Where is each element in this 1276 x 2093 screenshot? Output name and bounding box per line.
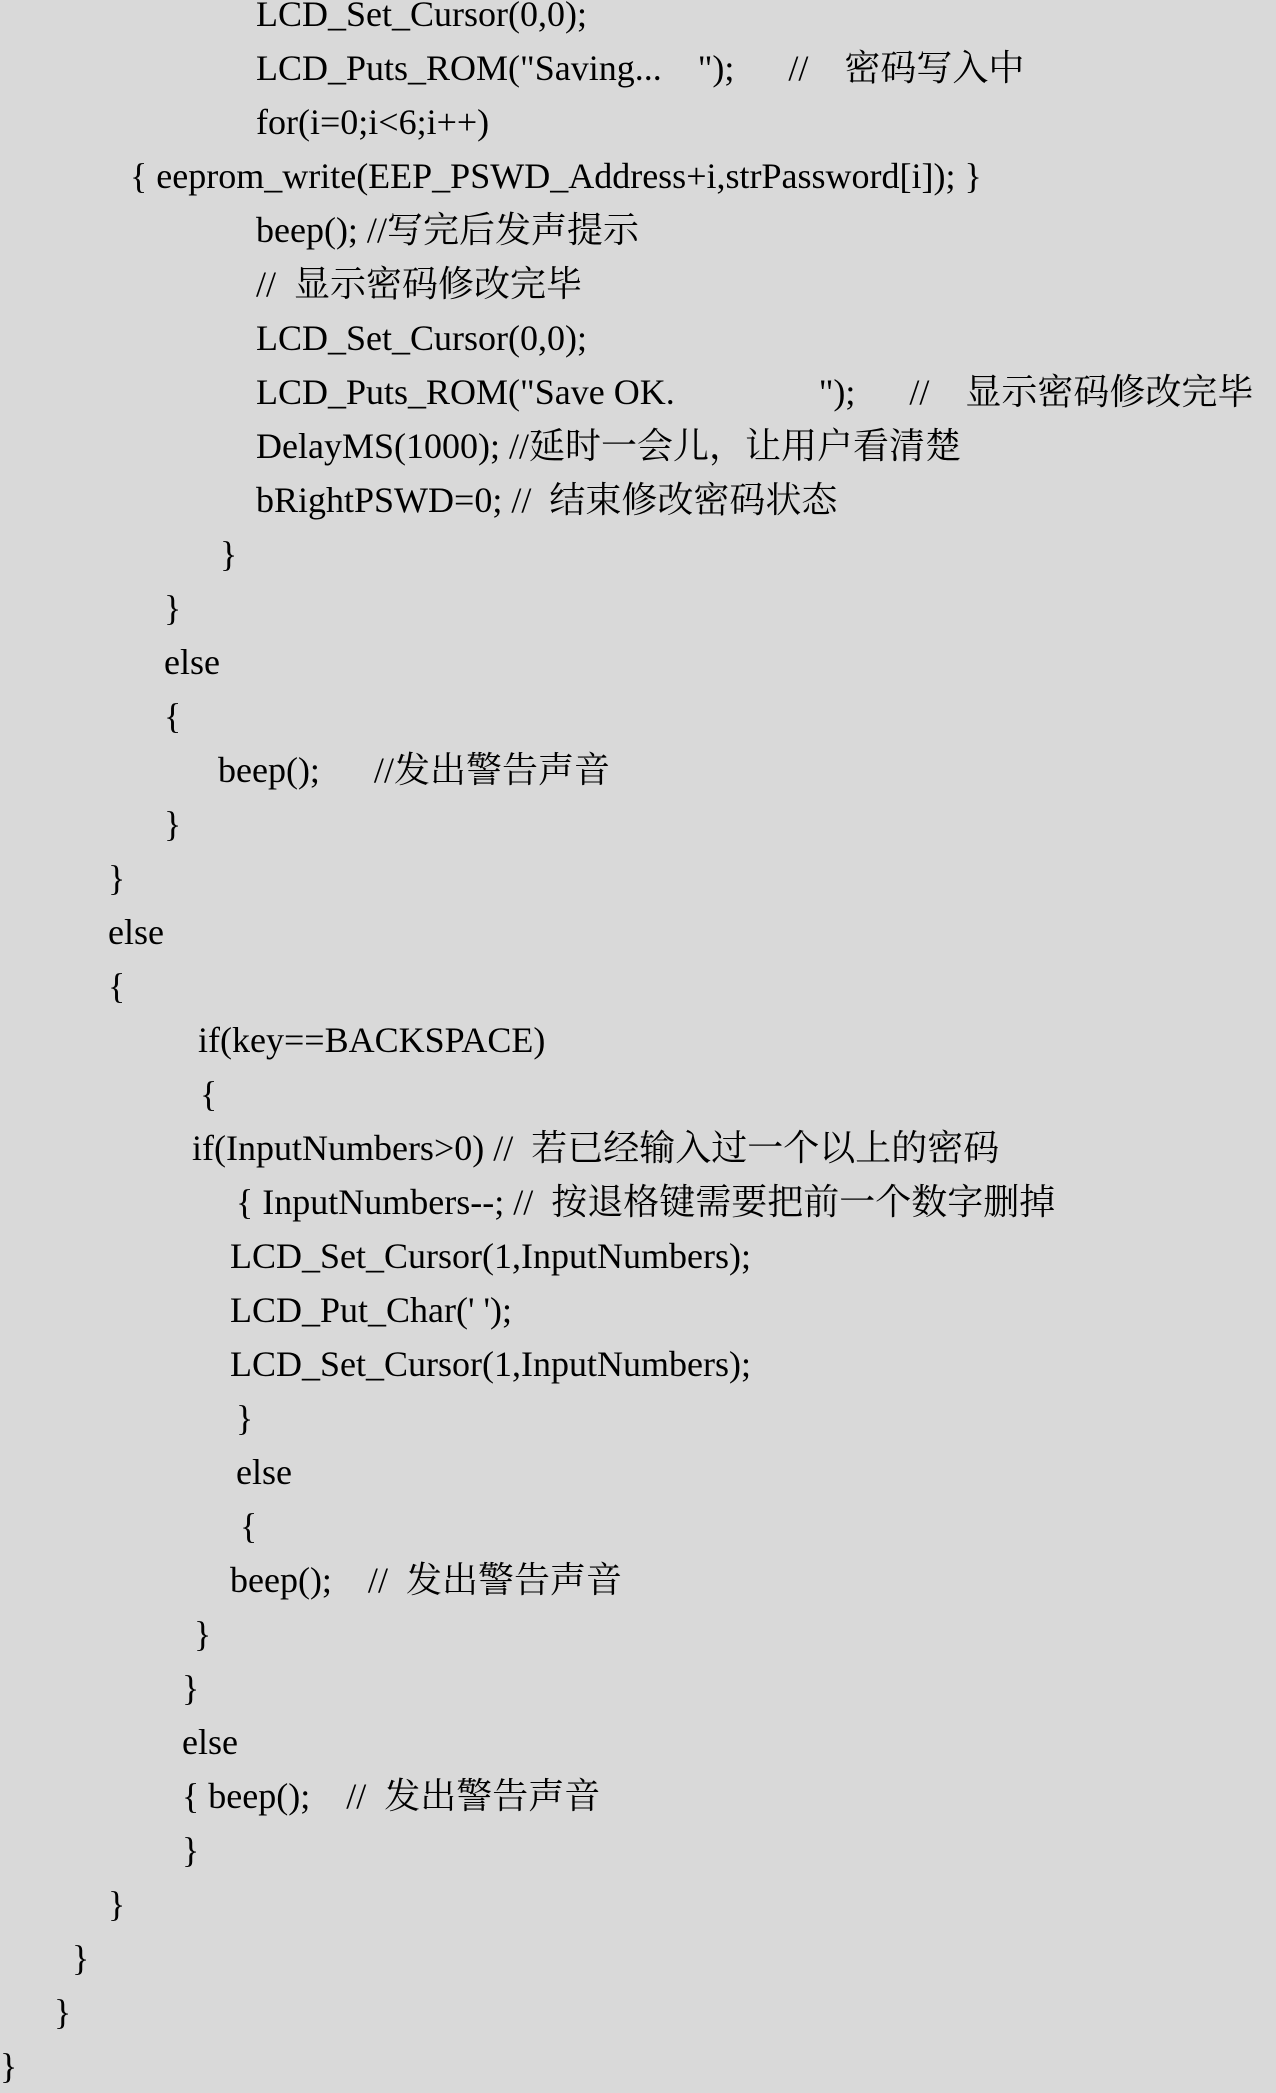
code-line: } [0,2046,18,2086]
code-line: else [164,642,220,682]
code-line: LCD_Put_Char(' '); [230,1290,512,1330]
code-line: DelayMS(1000); //延时一会儿，让用户看清楚 [256,426,961,466]
code-line: if(key==BACKSPACE) [198,1020,546,1060]
code-line: { [108,966,126,1006]
code-line: { [164,696,182,736]
code-line: } [108,858,126,898]
code-line: LCD_Set_Cursor(0,0); [256,0,587,34]
code-line: else [182,1722,238,1762]
code-line: beep(); // 发出警告声音 [230,1560,622,1600]
code-line: } [72,1938,90,1978]
code-line: for(i=0;i<6;i++) [256,102,490,142]
code-line: } [220,534,238,574]
code-line: } [182,1830,200,1870]
code-line: { InputNumbers--; // 按退格键需要把前一个数字删掉 [236,1182,1056,1222]
code-line: LCD_Set_Cursor(0,0); [256,318,587,358]
code-line: bRightPSWD=0; // 结束修改密码状态 [256,480,838,520]
code-line: { eeprom_write(EEP_PSWD_Address+i,strPassword[i]); } [130,156,982,196]
code-line: } [108,1884,126,1924]
code-line: LCD_Set_Cursor(1,InputNumbers); [230,1236,751,1276]
code-line: else [236,1452,292,1492]
code-line: } [164,588,182,628]
code-line: } [182,1668,200,1708]
code-line: } [164,804,182,844]
code-line: } [194,1614,212,1654]
code-line: if(InputNumbers>0) // 若已经输入过一个以上的密码 [192,1128,1000,1168]
code-line: beep(); //发出警告声音 [218,750,610,790]
code-line: else [108,912,164,952]
code-line: LCD_Puts_ROM("Save OK. "); // 显示密码修改完毕 [256,372,1254,412]
code-line: LCD_Set_Cursor(1,InputNumbers); [230,1344,751,1384]
code-line: } [54,1992,72,2032]
code-line: } [236,1398,254,1438]
code-line: { [240,1506,258,1546]
code-line: { beep(); // 发出警告声音 [182,1776,601,1816]
code-line: { [200,1074,218,1114]
code-line: beep(); //写完后发声提示 [256,210,639,250]
code-line: LCD_Puts_ROM("Saving... "); // 密码写入中 [256,48,1025,88]
code-line: // 显示密码修改完毕 [256,264,583,304]
